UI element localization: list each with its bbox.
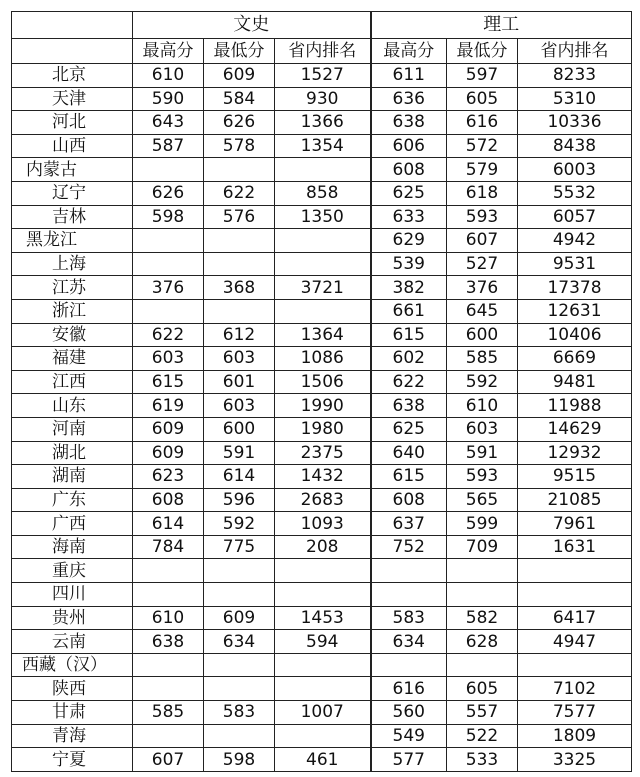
- cell-ligong-max: 560: [371, 701, 447, 725]
- table-row: [12, 276, 632, 300]
- cell-wenshi-min: 578: [204, 134, 275, 158]
- cell-province: 山西: [12, 134, 133, 158]
- cell-ligong-min: [447, 653, 518, 677]
- cell-ligong-rank: 8233: [518, 64, 632, 88]
- table-row: [12, 252, 632, 276]
- cell-wenshi-max: 585: [133, 701, 204, 725]
- cell-wenshi-max: 614: [133, 512, 204, 536]
- cell-ligong-min: 522: [447, 724, 518, 748]
- cell-ligong-max: 382: [371, 276, 447, 300]
- cell-wenshi-rank: 1354: [275, 134, 371, 158]
- table-row: [12, 229, 632, 253]
- cell-ligong-max: 634: [371, 630, 447, 654]
- cell-wenshi-rank: [275, 724, 371, 748]
- score-table: [11, 11, 632, 772]
- cell-wenshi-rank: 208: [275, 535, 371, 559]
- table-row: [12, 441, 632, 465]
- cell-ligong-max: 636: [371, 87, 447, 111]
- cell-wenshi-max: 638: [133, 630, 204, 654]
- cell-wenshi-max: [133, 677, 204, 701]
- cell-wenshi-min: [204, 158, 275, 182]
- cell-ligong-rank: 21085: [518, 488, 632, 512]
- cell-ligong-rank: 4947: [518, 630, 632, 654]
- header-lg-min: 最低分: [447, 39, 518, 64]
- cell-ligong-min: 565: [447, 488, 518, 512]
- cell-wenshi-min: 600: [204, 417, 275, 441]
- cell-province: 浙江: [12, 299, 133, 323]
- cell-wenshi-rank: 1364: [275, 323, 371, 347]
- cell-ligong-max: [371, 653, 447, 677]
- cell-wenshi-max: 608: [133, 488, 204, 512]
- cell-wenshi-rank: [275, 252, 371, 276]
- cell-ligong-rank: 3325: [518, 748, 632, 772]
- cell-ligong-max: 625: [371, 417, 447, 441]
- cell-ligong-min: 592: [447, 370, 518, 394]
- cell-wenshi-max: [133, 299, 204, 323]
- cell-ligong-rank: 5532: [518, 181, 632, 205]
- cell-ligong-max: 629: [371, 229, 447, 253]
- cell-wenshi-min: [204, 229, 275, 253]
- cell-ligong-max: 615: [371, 465, 447, 489]
- cell-ligong-rank: [518, 583, 632, 607]
- cell-ligong-rank: 7961: [518, 512, 632, 536]
- cell-ligong-rank: 7577: [518, 701, 632, 725]
- table-row: [12, 488, 632, 512]
- cell-wenshi-rank: 1350: [275, 205, 371, 229]
- cell-wenshi-rank: 1980: [275, 417, 371, 441]
- cell-wenshi-max: [133, 724, 204, 748]
- cell-wenshi-min: [204, 653, 275, 677]
- header-lg-max: 最高分: [371, 39, 447, 64]
- cell-wenshi-min: 634: [204, 630, 275, 654]
- cell-wenshi-min: [204, 559, 275, 583]
- cell-wenshi-min: 609: [204, 64, 275, 88]
- cell-wenshi-min: 596: [204, 488, 275, 512]
- cell-wenshi-max: 623: [133, 465, 204, 489]
- cell-wenshi-min: [204, 299, 275, 323]
- cell-wenshi-min: 603: [204, 347, 275, 371]
- table-row: [12, 323, 632, 347]
- cell-wenshi-max: 598: [133, 205, 204, 229]
- cell-ligong-min: 527: [447, 252, 518, 276]
- cell-wenshi-rank: 1453: [275, 606, 371, 630]
- cell-province: 西藏（汉）: [12, 653, 133, 677]
- header-ws-max: 最高分: [133, 39, 204, 64]
- cell-wenshi-min: [204, 252, 275, 276]
- cell-wenshi-rank: 1007: [275, 701, 371, 725]
- cell-wenshi-max: [133, 229, 204, 253]
- cell-province: 湖北: [12, 441, 133, 465]
- cell-ligong-max: 606: [371, 134, 447, 158]
- table-row: [12, 535, 632, 559]
- cell-province: 辽宁: [12, 181, 133, 205]
- cell-province: 天津: [12, 87, 133, 111]
- cell-wenshi-max: [133, 158, 204, 182]
- cell-wenshi-rank: 1086: [275, 347, 371, 371]
- cell-ligong-rank: 9481: [518, 370, 632, 394]
- cell-ligong-rank: 8438: [518, 134, 632, 158]
- cell-ligong-min: 597: [447, 64, 518, 88]
- cell-ligong-max: 638: [371, 394, 447, 418]
- cell-ligong-rank: 7102: [518, 677, 632, 701]
- cell-wenshi-max: 376: [133, 276, 204, 300]
- cell-ligong-max: [371, 559, 447, 583]
- table-row: [12, 64, 632, 88]
- cell-ligong-rank: 5310: [518, 87, 632, 111]
- cell-province: 安徽: [12, 323, 133, 347]
- cell-wenshi-rank: [275, 677, 371, 701]
- cell-province: 陕西: [12, 677, 133, 701]
- cell-ligong-max: 616: [371, 677, 447, 701]
- cell-ligong-max: 602: [371, 347, 447, 371]
- cell-wenshi-min: 609: [204, 606, 275, 630]
- score-table-container: [11, 11, 631, 772]
- cell-wenshi-rank: [275, 299, 371, 323]
- cell-wenshi-max: 603: [133, 347, 204, 371]
- header-sub-row: [12, 39, 632, 64]
- cell-ligong-min: 579: [447, 158, 518, 182]
- cell-wenshi-max: 643: [133, 111, 204, 135]
- table-row: [12, 87, 632, 111]
- cell-province: 宁夏: [12, 748, 133, 772]
- cell-province: 甘肃: [12, 701, 133, 725]
- cell-ligong-min: 557: [447, 701, 518, 725]
- cell-ligong-max: 625: [371, 181, 447, 205]
- cell-ligong-rank: [518, 653, 632, 677]
- table-row: [12, 181, 632, 205]
- cell-wenshi-rank: 1366: [275, 111, 371, 135]
- cell-wenshi-min: 626: [204, 111, 275, 135]
- header-province-cell: [12, 39, 133, 64]
- cell-ligong-min: 376: [447, 276, 518, 300]
- cell-ligong-max: [371, 583, 447, 607]
- cell-wenshi-max: 619: [133, 394, 204, 418]
- cell-province: 广西: [12, 512, 133, 536]
- table-row: [12, 512, 632, 536]
- cell-ligong-min: 616: [447, 111, 518, 135]
- cell-ligong-min: [447, 583, 518, 607]
- cell-province: 四川: [12, 583, 133, 607]
- cell-wenshi-min: 368: [204, 276, 275, 300]
- cell-wenshi-max: 622: [133, 323, 204, 347]
- cell-wenshi-max: 626: [133, 181, 204, 205]
- cell-ligong-max: 549: [371, 724, 447, 748]
- table-row: [12, 347, 632, 371]
- cell-wenshi-rank: 858: [275, 181, 371, 205]
- table-row: [12, 134, 632, 158]
- cell-ligong-max: 608: [371, 158, 447, 182]
- cell-province: 贵州: [12, 606, 133, 630]
- cell-province: 湖南: [12, 465, 133, 489]
- cell-ligong-min: 618: [447, 181, 518, 205]
- cell-ligong-min: 628: [447, 630, 518, 654]
- cell-ligong-min: 605: [447, 677, 518, 701]
- table-row: [12, 630, 632, 654]
- header-wenshi: 文史: [133, 12, 371, 39]
- cell-ligong-max: 633: [371, 205, 447, 229]
- cell-wenshi-rank: 461: [275, 748, 371, 772]
- cell-wenshi-min: [204, 583, 275, 607]
- cell-wenshi-max: 610: [133, 606, 204, 630]
- header-ligong: 理工: [371, 12, 632, 39]
- table-row: [12, 158, 632, 182]
- cell-wenshi-rank: 930: [275, 87, 371, 111]
- cell-wenshi-min: 591: [204, 441, 275, 465]
- cell-province: 江西: [12, 370, 133, 394]
- cell-wenshi-rank: 1990: [275, 394, 371, 418]
- cell-province: 上海: [12, 252, 133, 276]
- table-row: [12, 606, 632, 630]
- cell-wenshi-rank: [275, 158, 371, 182]
- cell-province: 河南: [12, 417, 133, 441]
- cell-wenshi-rank: 2375: [275, 441, 371, 465]
- cell-ligong-rank: 10336: [518, 111, 632, 135]
- cell-province: 江苏: [12, 276, 133, 300]
- cell-province: 北京: [12, 64, 133, 88]
- cell-ligong-max: 577: [371, 748, 447, 772]
- cell-ligong-rank: 12932: [518, 441, 632, 465]
- cell-wenshi-min: [204, 724, 275, 748]
- cell-province: 吉林: [12, 205, 133, 229]
- table-row: [12, 205, 632, 229]
- cell-province: 山东: [12, 394, 133, 418]
- header-ws-min: 最低分: [204, 39, 275, 64]
- cell-ligong-rank: 12631: [518, 299, 632, 323]
- cell-wenshi-max: 784: [133, 535, 204, 559]
- cell-province: 内蒙古: [12, 158, 133, 182]
- cell-ligong-rank: 4942: [518, 229, 632, 253]
- cell-wenshi-min: 775: [204, 535, 275, 559]
- cell-wenshi-rank: 594: [275, 630, 371, 654]
- cell-province: 海南: [12, 535, 133, 559]
- cell-wenshi-max: [133, 559, 204, 583]
- cell-ligong-min: 533: [447, 748, 518, 772]
- header-group-row: [12, 12, 632, 39]
- cell-wenshi-min: [204, 677, 275, 701]
- cell-ligong-min: [447, 559, 518, 583]
- header-corner-cell: [12, 12, 133, 39]
- cell-wenshi-max: [133, 583, 204, 607]
- cell-province: 云南: [12, 630, 133, 654]
- cell-wenshi-max: [133, 252, 204, 276]
- cell-wenshi-max: 587: [133, 134, 204, 158]
- table-row: [12, 653, 632, 677]
- table-row: [12, 724, 632, 748]
- cell-ligong-rank: 10406: [518, 323, 632, 347]
- cell-ligong-max: 661: [371, 299, 447, 323]
- cell-wenshi-min: 583: [204, 701, 275, 725]
- cell-ligong-rank: 14629: [518, 417, 632, 441]
- cell-ligong-max: 539: [371, 252, 447, 276]
- table-row: [12, 583, 632, 607]
- table-row: [12, 299, 632, 323]
- cell-ligong-max: 608: [371, 488, 447, 512]
- cell-wenshi-max: 609: [133, 441, 204, 465]
- cell-wenshi-rank: 3721: [275, 276, 371, 300]
- cell-wenshi-rank: [275, 653, 371, 677]
- cell-ligong-min: 591: [447, 441, 518, 465]
- cell-ligong-min: 709: [447, 535, 518, 559]
- table-row: [12, 748, 632, 772]
- cell-wenshi-max: 590: [133, 87, 204, 111]
- cell-wenshi-rank: 1432: [275, 465, 371, 489]
- cell-ligong-max: 637: [371, 512, 447, 536]
- table-row: [12, 111, 632, 135]
- cell-wenshi-max: 610: [133, 64, 204, 88]
- cell-wenshi-rank: 1093: [275, 512, 371, 536]
- cell-ligong-min: 610: [447, 394, 518, 418]
- table-row: [12, 701, 632, 725]
- cell-ligong-max: 638: [371, 111, 447, 135]
- cell-wenshi-min: 592: [204, 512, 275, 536]
- cell-ligong-max: 640: [371, 441, 447, 465]
- score-table-body: [12, 12, 632, 772]
- cell-ligong-min: 585: [447, 347, 518, 371]
- cell-ligong-max: 615: [371, 323, 447, 347]
- cell-ligong-max: 622: [371, 370, 447, 394]
- cell-ligong-min: 572: [447, 134, 518, 158]
- cell-wenshi-rank: [275, 229, 371, 253]
- table-row: [12, 370, 632, 394]
- table-row: [12, 677, 632, 701]
- cell-ligong-min: 645: [447, 299, 518, 323]
- cell-ligong-min: 607: [447, 229, 518, 253]
- cell-ligong-rank: 1631: [518, 535, 632, 559]
- table-row: [12, 417, 632, 441]
- cell-ligong-max: 611: [371, 64, 447, 88]
- cell-wenshi-min: 576: [204, 205, 275, 229]
- cell-ligong-rank: 6057: [518, 205, 632, 229]
- cell-wenshi-rank: 2683: [275, 488, 371, 512]
- cell-ligong-max: 583: [371, 606, 447, 630]
- table-row: [12, 559, 632, 583]
- cell-ligong-rank: 1809: [518, 724, 632, 748]
- cell-province: 广东: [12, 488, 133, 512]
- cell-ligong-rank: [518, 559, 632, 583]
- cell-ligong-min: 593: [447, 205, 518, 229]
- cell-wenshi-max: 615: [133, 370, 204, 394]
- cell-ligong-min: 605: [447, 87, 518, 111]
- table-row: [12, 465, 632, 489]
- cell-ligong-rank: 9515: [518, 465, 632, 489]
- cell-wenshi-min: 584: [204, 87, 275, 111]
- header-ws-rank: 省内排名: [275, 39, 371, 64]
- cell-ligong-rank: 17378: [518, 276, 632, 300]
- cell-wenshi-max: 607: [133, 748, 204, 772]
- cell-ligong-rank: 6669: [518, 347, 632, 371]
- cell-ligong-rank: 6003: [518, 158, 632, 182]
- cell-wenshi-min: 603: [204, 394, 275, 418]
- cell-ligong-min: 600: [447, 323, 518, 347]
- cell-province: 福建: [12, 347, 133, 371]
- cell-wenshi-min: 598: [204, 748, 275, 772]
- cell-province: 重庆: [12, 559, 133, 583]
- cell-ligong-max: 752: [371, 535, 447, 559]
- cell-wenshi-min: 622: [204, 181, 275, 205]
- cell-ligong-min: 603: [447, 417, 518, 441]
- cell-wenshi-max: [133, 653, 204, 677]
- cell-ligong-min: 582: [447, 606, 518, 630]
- cell-wenshi-min: 612: [204, 323, 275, 347]
- cell-wenshi-rank: 1527: [275, 64, 371, 88]
- header-lg-rank: 省内排名: [518, 39, 632, 64]
- cell-ligong-rank: 9531: [518, 252, 632, 276]
- cell-wenshi-rank: [275, 583, 371, 607]
- cell-ligong-rank: 11988: [518, 394, 632, 418]
- cell-province: 青海: [12, 724, 133, 748]
- cell-wenshi-rank: [275, 559, 371, 583]
- cell-wenshi-max: 609: [133, 417, 204, 441]
- cell-ligong-min: 593: [447, 465, 518, 489]
- table-row: [12, 394, 632, 418]
- cell-ligong-rank: 6417: [518, 606, 632, 630]
- cell-ligong-min: 599: [447, 512, 518, 536]
- cell-wenshi-min: 614: [204, 465, 275, 489]
- cell-wenshi-min: 601: [204, 370, 275, 394]
- cell-province: 河北: [12, 111, 133, 135]
- cell-province: 黑龙江: [12, 229, 133, 253]
- cell-wenshi-rank: 1506: [275, 370, 371, 394]
